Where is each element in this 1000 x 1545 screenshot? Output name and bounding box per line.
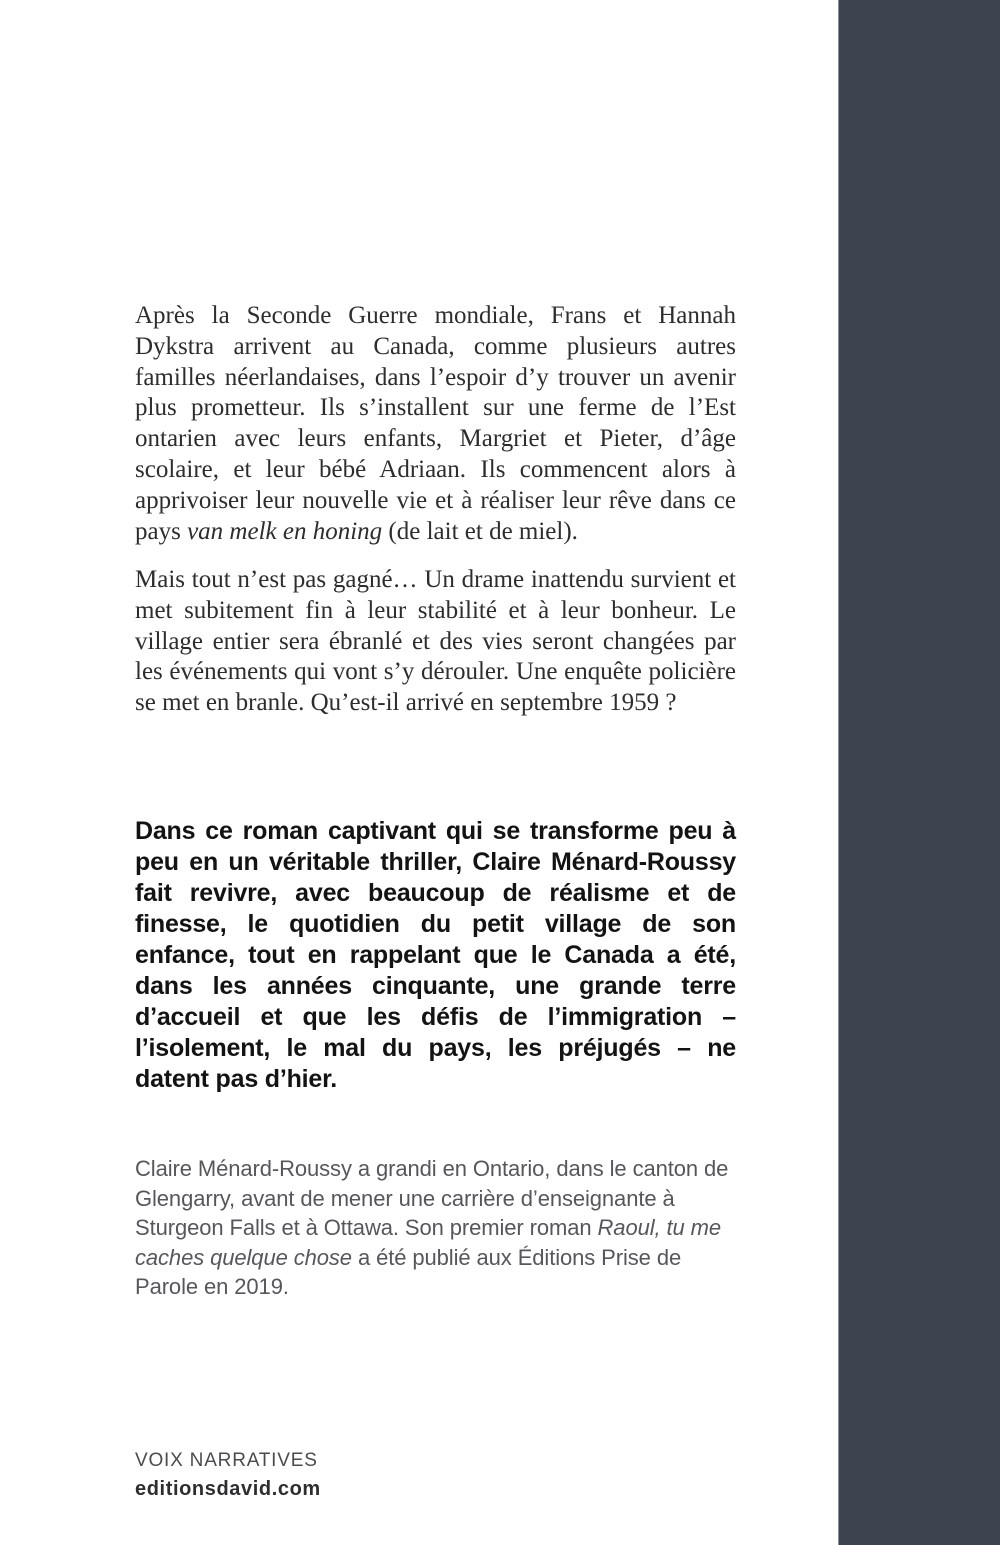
author-bio: Claire Ménard-Roussy a grandi en Ontario, dans le canton de Glengarry, avant de mener une carrière d’enseignante à Sturgeon Falls et à Ottawa. Son premier roman Raoul, tu me caches quelque chose a été publié aux Éditions Prise de Parole en 2019. [135,1156,729,1299]
publisher-blurb: Dans ce roman captivant qui se transforme peu à peu en un véritable thriller, Claire Ménard-Roussy fait revivre, avec beaucoup de réalisme et de finesse, le quotidien du petit village de son enfance, tout en rappelant que le Canada a été, dans les années cinquante, une grande terre d’accueil et que les défis de l’immigration – l’isolement, le mal du pays, les préjugés – ne datent pas d’hier. [135,817,736,1093]
collection-name: VOIX NARRATIVES [135,1450,318,1471]
synopsis-paragraph-2: Mais tout n’est pas gagné… Un drame inattendu survient et met subitement fin à leur stabilité et à leur bonheur. Le village entier sera ébranlé et des vies seront changées par les événements qui vont s’y dérouler. Une enquête policière se met en branle. Qu’est-il arrivé en septembre 1959 ? [135,566,736,717]
synopsis-paragraph-1: Après la Seconde Guerre mondiale, Frans et Hannah Dykstra arrivent au Canada, comme plusieurs autres familles néerlandaises, dans l’espoir d’y trouver un avenir plus prometteur. Ils s’installent sur une ferme de l’Est ontarien avec leurs enfants, Margriet et Pieter, d’âge scolaire, et leur bébé Adriaan. Ils commencent alors à apprivoiser leur nouvelle vie et à réaliser leur rêve dans ce pays van melk en honing (de lait et de miel). [135,302,736,545]
spine-band [838,0,1000,1545]
footer [135,1447,321,1503]
publisher-website: editionsdavid.com [135,1478,321,1500]
